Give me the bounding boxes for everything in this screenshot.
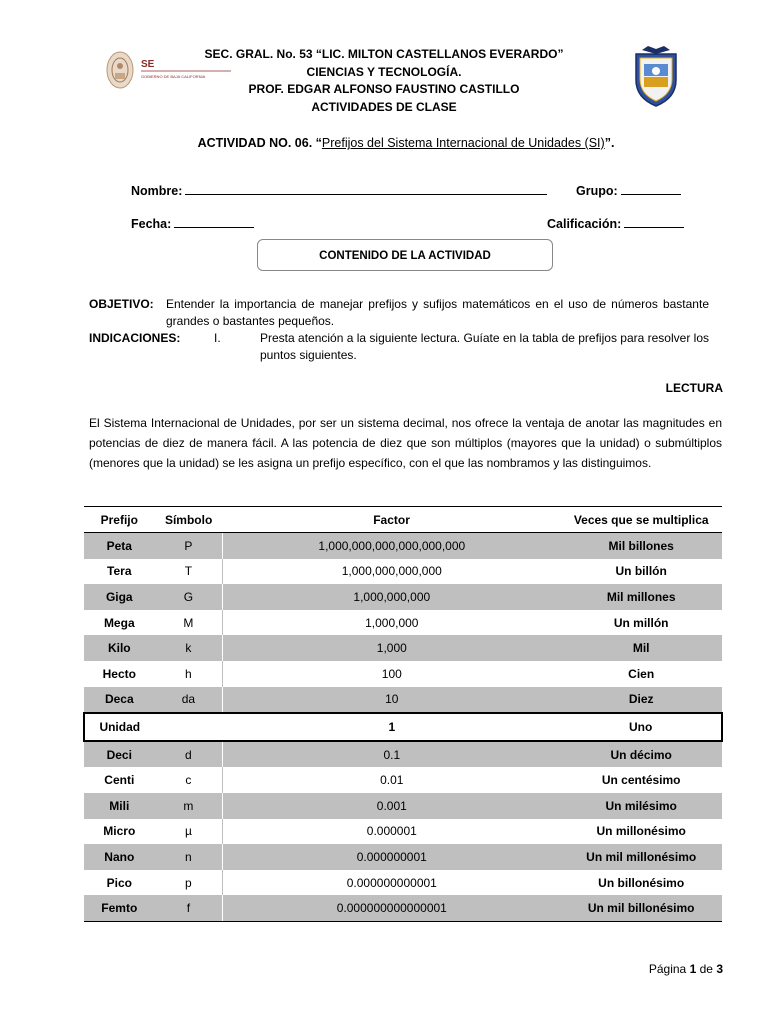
indications-text: Presta atención a la siguiente lectura. Guíate en la tabla de prefijos para resolver los puntos siguientes. bbox=[260, 331, 709, 362]
prefix-symbol: da bbox=[155, 687, 223, 714]
activity-title-suffix: ”. bbox=[604, 136, 615, 150]
prefix-factor: 100 bbox=[381, 666, 402, 681]
prefix-symbol: P bbox=[155, 533, 223, 559]
prefix-factor: 0.01 bbox=[380, 773, 404, 788]
prefix-factor: 1,000,000,000,000 bbox=[341, 564, 442, 579]
table-row bbox=[84, 635, 722, 661]
prefix-multiplier: Un billón bbox=[615, 564, 667, 579]
indications-numeral: I. bbox=[214, 331, 221, 345]
table-row-unit bbox=[84, 713, 722, 741]
table-row bbox=[84, 610, 722, 636]
prefix-name: Tera bbox=[107, 564, 132, 579]
prefix-symbol bbox=[155, 713, 223, 741]
prefix-factor: 1 bbox=[223, 713, 561, 741]
objective-text: Entender la importancia de manejar prefijos y sufijos matemáticos en el uso de números bastante grandes o bastantes pequeños. bbox=[166, 297, 709, 328]
calificacion-blank[interactable] bbox=[624, 216, 684, 228]
page-current: 1 bbox=[689, 962, 697, 976]
calificacion-field bbox=[547, 216, 684, 231]
fecha-field bbox=[131, 216, 254, 231]
se-logo-text: SE bbox=[141, 59, 155, 70]
prefix-multiplier: Un billonésimo bbox=[598, 875, 685, 890]
prefix-name: Peta bbox=[84, 533, 155, 559]
reading-label: LECTURA bbox=[665, 381, 723, 395]
table-row bbox=[84, 895, 722, 921]
prefix-multiplier: Un décimo bbox=[560, 741, 722, 768]
prefix-name: Femto bbox=[84, 895, 155, 921]
fecha-label: Fecha: bbox=[131, 217, 172, 231]
page-of-word: de bbox=[699, 962, 713, 976]
prefix-name: Centi bbox=[104, 773, 135, 788]
activity-title-subject: Prefijos del Sistema Internacional de Unidades (SI) bbox=[321, 136, 605, 150]
prefix-name: Mega bbox=[103, 615, 135, 630]
indications-label: INDICACIONES: bbox=[89, 331, 181, 345]
prefix-symbol: T bbox=[155, 559, 223, 585]
prefix-name: Unidad bbox=[84, 713, 155, 741]
header-veces: Veces que se multiplica bbox=[560, 507, 722, 533]
grupo-blank[interactable] bbox=[621, 183, 681, 195]
prefix-name: Deca bbox=[84, 687, 155, 714]
document-type: ACTIVIDADES DE CLASE bbox=[311, 99, 457, 114]
activity-title-prefix: ACTIVIDAD NO. 06. “ bbox=[197, 136, 322, 150]
header-simbolo: Símbolo bbox=[155, 507, 223, 533]
subject-name: CIENCIAS Y TECNOLOGÍA. bbox=[306, 64, 462, 79]
table-row bbox=[84, 844, 722, 870]
table-row bbox=[84, 819, 722, 845]
fecha-blank[interactable] bbox=[174, 216, 254, 228]
table-row bbox=[84, 741, 722, 768]
prefix-symbol: µ bbox=[155, 819, 223, 845]
nombre-label: Nombre: bbox=[131, 184, 183, 198]
prefix-multiplier: Uno bbox=[560, 713, 722, 741]
prefix-name: Giga bbox=[84, 584, 155, 610]
prefix-symbol: n bbox=[155, 844, 223, 870]
grupo-label: Grupo: bbox=[576, 184, 618, 198]
page-number bbox=[649, 962, 723, 976]
prefix-symbol: p bbox=[155, 870, 223, 896]
se-logo-subtext: GOBIERNO DE BAJA CALIFORNIA bbox=[141, 74, 206, 79]
prefix-multiplier: Un milésimo bbox=[560, 793, 722, 819]
prefix-symbol: c bbox=[155, 767, 223, 793]
teacher-name: PROF. EDGAR ALFONSO FAUSTINO CASTILLO bbox=[248, 82, 520, 96]
prefix-multiplier: Mil bbox=[560, 635, 722, 661]
prefix-symbol: M bbox=[155, 610, 223, 636]
prefix-multiplier: Un mil billonésimo bbox=[560, 895, 722, 921]
prefix-factor: 0.000000001 bbox=[223, 844, 561, 870]
prefix-factor: 1,000 bbox=[223, 635, 561, 661]
prefix-symbol: h bbox=[155, 661, 223, 687]
table-row bbox=[84, 533, 722, 559]
prefix-name: Hecto bbox=[102, 666, 136, 681]
table-row bbox=[84, 584, 722, 610]
prefix-factor: 0.000001 bbox=[366, 824, 417, 839]
header-prefijo: Prefijo bbox=[84, 507, 155, 533]
table-row bbox=[84, 793, 722, 819]
school-name: SEC. GRAL. No. 53 “LIC. MILTON CASTELLANOS EVERARDO” bbox=[204, 47, 564, 61]
prefix-factor: 1,000,000,000,000,000,000 bbox=[223, 533, 561, 559]
table-row bbox=[84, 661, 722, 687]
grupo-field bbox=[576, 183, 681, 198]
prefix-factor: 1,000,000,000 bbox=[223, 584, 561, 610]
nombre-field bbox=[131, 183, 547, 198]
prefix-factor: 0.001 bbox=[223, 793, 561, 819]
activity-title bbox=[0, 136, 768, 150]
si-prefixes-table bbox=[83, 506, 723, 922]
prefix-multiplier: Mil billones bbox=[560, 533, 722, 559]
prefix-factor: 1,000,000 bbox=[365, 615, 419, 630]
table-header-row bbox=[84, 507, 722, 533]
objective-label: OBJETIVO: bbox=[89, 297, 154, 311]
prefix-name: Kilo bbox=[84, 635, 155, 661]
prefix-name: Mili bbox=[84, 793, 155, 819]
prefix-symbol: G bbox=[155, 584, 223, 610]
prefix-factor: 0.1 bbox=[223, 741, 561, 768]
table-row bbox=[84, 687, 722, 714]
school-header bbox=[0, 46, 768, 116]
prefix-multiplier: Un mil millonésimo bbox=[560, 844, 722, 870]
prefix-factor: 0.000000000001 bbox=[346, 875, 437, 890]
table-row bbox=[84, 767, 722, 793]
prefix-multiplier: Mil millones bbox=[560, 584, 722, 610]
prefix-multiplier: Un millonésimo bbox=[596, 824, 686, 839]
prefix-symbol: m bbox=[155, 793, 223, 819]
header-factor: Factor bbox=[223, 507, 561, 533]
prefix-symbol: k bbox=[155, 635, 223, 661]
prefix-name: Micro bbox=[103, 824, 136, 839]
table-row bbox=[84, 559, 722, 585]
table-row bbox=[84, 870, 722, 896]
prefix-symbol: f bbox=[155, 895, 223, 921]
reading-paragraph: El Sistema Internacional de Unidades, por ser un sistema decimal, nos ofrece la ventaja de anotar las magnitudes en potencias de diez de manera fácil. A las potencia de diez que son múltiplos (mayores que la unidad) o submúltiplos (menores que la unidad) se les asigna un prefijo específico, con el que las nombramos y las distinguimos. bbox=[89, 416, 722, 470]
prefix-multiplier: Un centésimo bbox=[601, 773, 681, 788]
prefix-factor: 10 bbox=[223, 687, 561, 714]
calificacion-label: Calificación: bbox=[547, 217, 622, 231]
prefix-factor: 0.000000000000001 bbox=[223, 895, 561, 921]
prefix-multiplier: Cien bbox=[628, 666, 655, 681]
prefix-symbol: d bbox=[155, 741, 223, 768]
page-total: 3 bbox=[716, 962, 723, 976]
prefix-multiplier: Un millón bbox=[613, 615, 669, 630]
prefix-name: Nano bbox=[84, 844, 155, 870]
prefix-name: Pico bbox=[106, 875, 132, 890]
prefix-name: Deci bbox=[84, 741, 155, 768]
page-word: Página bbox=[648, 962, 687, 976]
content-heading-box: CONTENIDO DE LA ACTIVIDAD bbox=[257, 239, 553, 271]
nombre-blank[interactable] bbox=[185, 183, 547, 195]
prefix-multiplier: Diez bbox=[560, 687, 722, 714]
